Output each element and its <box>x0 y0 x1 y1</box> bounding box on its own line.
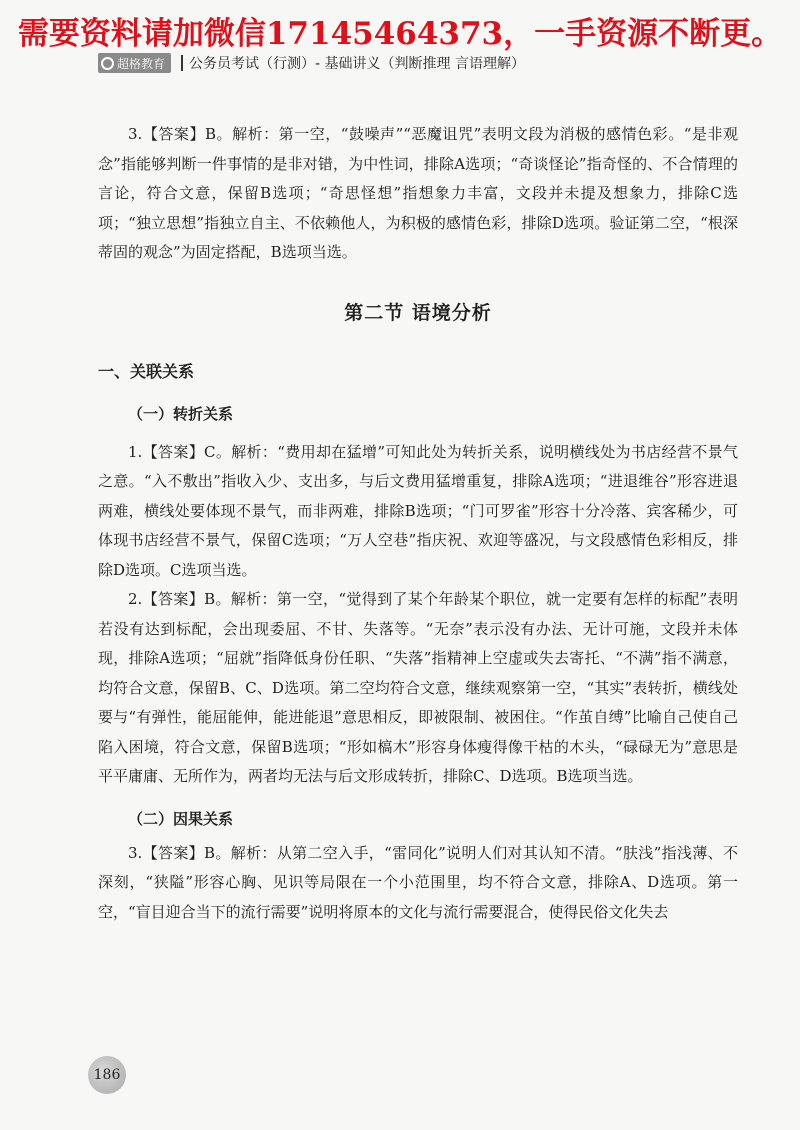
page-number: 186 <box>88 1056 126 1094</box>
answer-paragraph: 2.【答案】B。解析：第一空，“觉得到了某个年龄某个职位，就一定要有怎样的标配”表明若没有达到标配，会出现委屈、不甘、失落等。“无奈”表示没有办法、无计可施，文段并未体现，排除A选项；“屈就”指降低身份任职、“失落”指精神上空虚或失去寄托、“不满”指不满意，均符合文意，保留B、C、D选项。第二空均符合文意，继续观察第一空，“其实”表转折，横线处要与“有弹性，能屈能伸，能进能退”意思相反，即被限制、被困住。“作茧自缚”比喻自己使自己陷入困境，符合文意，保留B选项；“形如槁木”形容身体瘦得像干枯的木头，“碌碌无为”意思是平平庸庸、无所作为，两者均无法与后文形成转折，排除C、D选项。B选项当选。 <box>98 590 738 785</box>
subsubsection-title: （二）因果关系 <box>128 809 234 828</box>
page-content <box>98 120 738 927</box>
publisher-logo <box>98 53 171 73</box>
header-divider <box>181 55 183 71</box>
logo-text: 超格教育 <box>117 56 166 71</box>
running-header <box>98 52 525 74</box>
section-title: 第二节 语境分析 <box>344 301 492 324</box>
watermark-banner: 需要资料请加微信17145464373，一手资源不断更。 <box>17 16 783 52</box>
subsection-title: 一、关联关系 <box>98 361 195 381</box>
subsubsection-title: （一）转折关系 <box>128 404 234 423</box>
logo-icon <box>101 57 114 70</box>
answer-paragraph: 3.【答案】B。解析：第一空，“鼓噪声”“恶魔诅咒”表明文段为消极的感情色彩。“是非观念”指能够判断一件事情的是非对错，为中性词，排除A选项；“奇谈怪论”指奇怪的、不合情理的言论，符合文意，保留B选项；“奇思怪想”指想象力丰富，文段并未提及想象力，排除C选项；“独立思想”指独立自主、不依赖他人，为积极的感情色彩，排除D选项。验证第二空，“根深蒂固的观念”为固定搭配，B选项当选。 <box>98 125 738 261</box>
running-title: 公务员考试（行测）- 基础讲义（判断推理 言语理解） <box>189 56 525 72</box>
answer-paragraph: 3.【答案】B。解析：从第二空入手，“雷同化”说明人们对其认知不清。“肤浅”指浅薄、不深刻，“狭隘”形容心胸、见识等局限在一个小范围里，均不符合文意，排除A、D选项。第一空，“盲目迎合当下的流行需要”说明将原本的文化与流行需要混合，使得民俗文化失去 <box>98 843 738 921</box>
answer-paragraph: 1.【答案】C。解析：“费用却在猛增”可知此处为转折关系，说明横线处为书店经营不景气之意。“入不敷出”指收入少、支出多，与后文费用猛增重复，排除A选项；“进退维谷”形容进退两难，横线处要体现不景气，而非两难，排除B选项；“门可罗雀”形容十分冷落、宾客稀少，可体现书店经营不景气，保留C选项；“万人空巷”指庆祝、欢迎等盛况，与文段感情色彩相反，排除D选项。C选项当选。 <box>98 442 738 579</box>
